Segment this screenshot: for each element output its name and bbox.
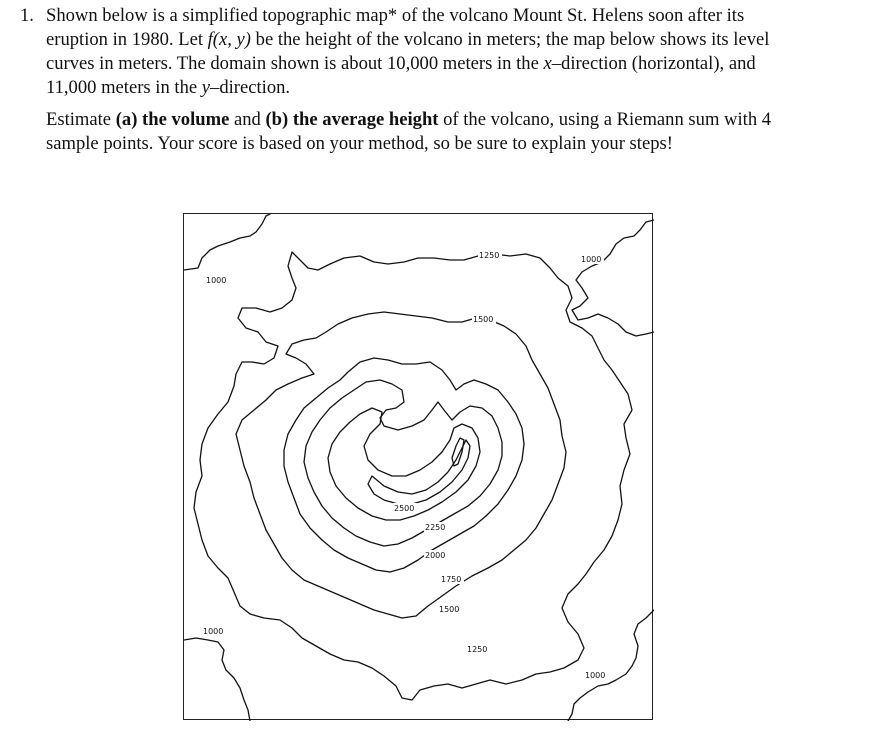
label-2000-group: [424, 550, 448, 560]
label-1000-bottom-left: 1000: [203, 627, 224, 636]
contour-inner-small: [452, 438, 464, 466]
p1-y-var: y: [201, 77, 211, 98]
label-2500-group: [393, 503, 417, 513]
label-1500-top: 1500: [473, 315, 494, 324]
p2-average-height-bold: (b) the average height: [265, 109, 439, 130]
p2-text-a: Estimate: [46, 109, 116, 130]
label-2250: 2250: [425, 523, 446, 532]
contour-1750: [284, 358, 524, 572]
label-1000-top-right-group: [580, 254, 604, 264]
topographic-map-svg: [184, 214, 654, 721]
label-2000: 2000: [425, 551, 446, 560]
p2-text-c: of the volcano, using a Riemann sum with 4 sample points. Your score is based on your method, so be sure to explain your steps!: [46, 109, 772, 154]
label-1500-bottom-group: [438, 604, 462, 614]
label-1750-group: [440, 574, 464, 584]
p1-function: f(x, y): [207, 29, 251, 50]
label-1250-top-group: [478, 250, 502, 260]
label-1000-bottom-right: 1000: [585, 671, 606, 680]
label-2500: 2500: [394, 504, 415, 513]
label-1250-bottom: 1250: [467, 645, 488, 654]
problem-number: 1.: [20, 5, 34, 26]
p2-text-b: and: [229, 109, 266, 130]
contour-1000-bottom-left: [184, 638, 250, 721]
label-1250-bottom-group: [466, 644, 490, 654]
p1-text-a: Shown below is a simplified topographic map* of the volcano Mount St. Helens soon after its eruption in 1980. Let: [46, 5, 745, 50]
label-1250-top: 1250: [479, 251, 500, 260]
label-1000-top-left-group: [204, 275, 228, 285]
label-1000-bottom-left-group: [202, 626, 226, 636]
p1-text-b: be the height of the volcano in meters; the map below shows its level curves in meters. The domain shown is about 10,000 meters in the: [46, 29, 770, 74]
problem-paragraph-2: [20, 108, 800, 156]
contour-1000-top-left: [184, 214, 270, 270]
contour-1000-bottom-right: [568, 610, 654, 721]
label-1000-top-right: 1000: [581, 255, 602, 264]
p2-volume-bold: (a) the volume: [115, 109, 230, 130]
label-2250-group: [424, 522, 448, 532]
p1-text-c: –direction (horizontal), and 11,000 meters in the: [46, 53, 756, 98]
topographic-map: [183, 213, 653, 720]
p1-x-var: x: [543, 53, 552, 74]
label-1000-bottom-right-group: [584, 670, 608, 680]
label-1500-top-group: [472, 314, 496, 324]
p1-text-d: –direction.: [210, 77, 291, 98]
contour-1000-top-right: [572, 220, 654, 336]
label-1750: 1750: [441, 575, 462, 584]
label-1000-top-left: 1000: [206, 276, 227, 285]
contour-2000: [304, 380, 502, 546]
problem-statement: [20, 4, 800, 156]
contour-1500: [236, 312, 566, 618]
label-1500-bottom: 1500: [439, 605, 460, 614]
contour-1250: [194, 252, 632, 700]
problem-paragraph-1: [20, 4, 800, 100]
